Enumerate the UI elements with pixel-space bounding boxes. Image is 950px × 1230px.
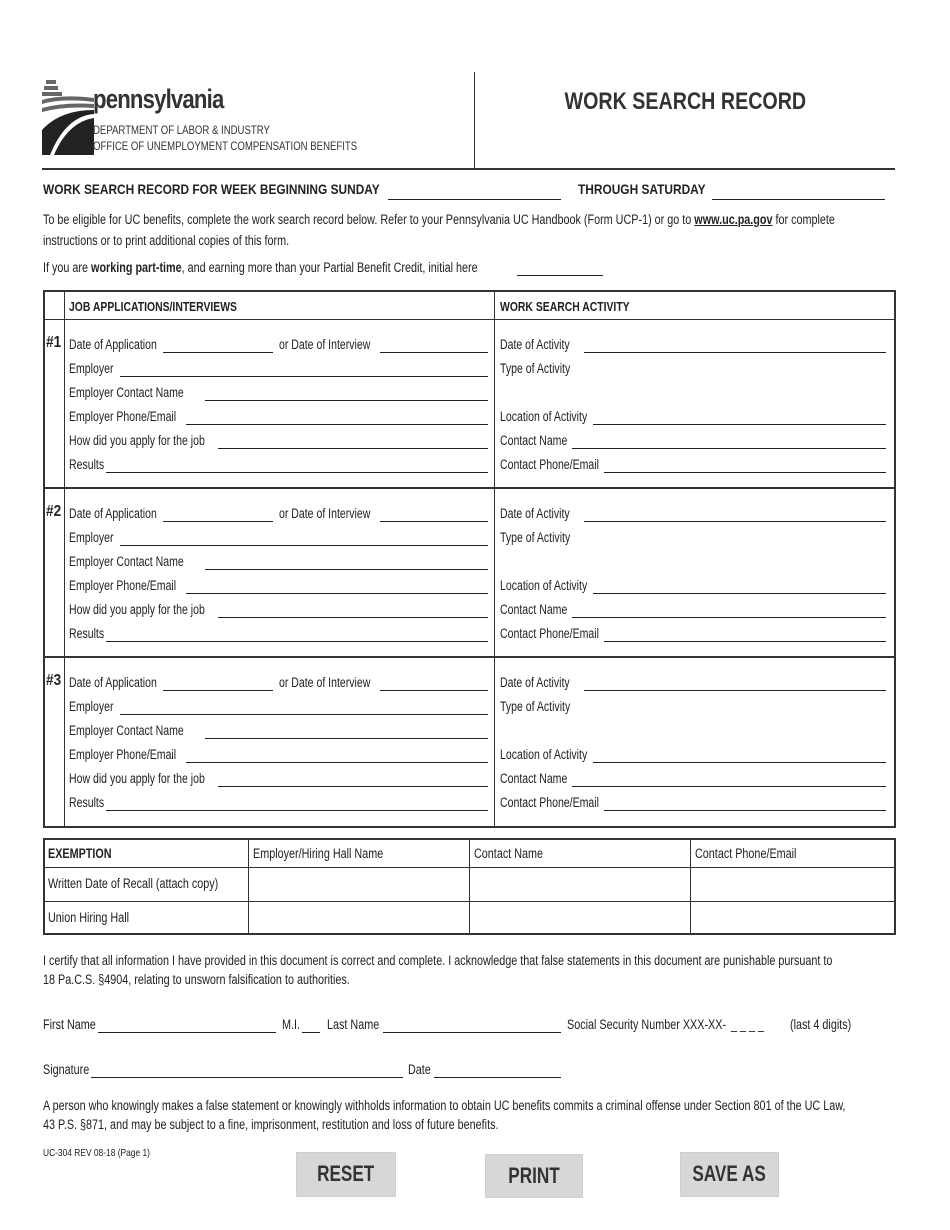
ssn-note: (last 4 digits) — [790, 1017, 852, 1032]
entry-number-3: #3 — [46, 672, 62, 689]
part-time-bold: working part-time — [91, 260, 182, 275]
mi-field[interactable] — [302, 1032, 320, 1033]
entry-number-2: #2 — [46, 503, 62, 520]
entry-1-results-label: Results — [69, 457, 105, 472]
union-phone-field[interactable] — [691, 902, 895, 934]
part-time-note — [43, 260, 478, 275]
ssn-last4-field[interactable]: _ _ _ _ — [731, 1017, 765, 1032]
entry-2-location-activity-field[interactable] — [593, 593, 886, 594]
ssn-label: Social Security Number XXX-XX- — [567, 1017, 727, 1032]
warning-line-1: A person who knowingly makes a false statement or knowingly withholds information to obtain UC benefits commits a criminal offense under Section 801 of the UC Law, — [43, 1098, 846, 1113]
job-applications-header: JOB APPLICATIONS/INTERVIEWS — [69, 299, 237, 314]
first-name-field[interactable] — [98, 1032, 276, 1033]
week-beginning-label: WORK SEARCH RECORD FOR WEEK BEGINNING SUNDAY — [43, 181, 380, 197]
entry-2-employer-label: Employer — [69, 530, 114, 545]
entry-3-how-applied-label: How did you apply for the job — [69, 771, 205, 786]
entry-2-activity-phone-label: Contact Phone/Email — [500, 626, 599, 641]
dept-line-2: OFFICE OF UNEMPLOYMENT COMPENSATION BENEFITS — [93, 139, 358, 153]
entry-1-date-application-label: Date of Application — [69, 337, 157, 352]
entry-2-employer-phone-label: Employer Phone/Email — [69, 578, 177, 593]
entry-1-results-field[interactable] — [106, 472, 488, 473]
part-time-initial-field[interactable] — [517, 275, 603, 276]
entry-1-date-application-field[interactable] — [163, 352, 273, 353]
entry-3-activity-contact-field[interactable] — [572, 786, 886, 787]
entry-1-activity-phone-field[interactable] — [604, 472, 886, 473]
entry-1-type-activity-label: Type of Activity — [500, 361, 571, 376]
entry-2-results-label: Results — [69, 626, 105, 641]
entry-2-type-activity-label: Type of Activity — [500, 530, 571, 545]
entry-3-type-activity-field[interactable] — [580, 699, 886, 739]
entry-2-date-activity-field[interactable] — [584, 521, 886, 522]
entry-2-how-applied-field[interactable] — [218, 617, 488, 618]
entry-2-date-activity-label: Date of Activity — [500, 506, 570, 521]
contact-phone-header: Contact Phone/Email — [695, 846, 797, 861]
entry-1-employer-label: Employer — [69, 361, 114, 376]
entry-1-date-interview-field[interactable] — [380, 352, 488, 353]
entry-2-employer-contact-field[interactable] — [205, 569, 488, 570]
entry-2-date-interview-field[interactable] — [380, 521, 488, 522]
entry-3-location-activity-field[interactable] — [593, 762, 886, 763]
work-search-activity-header: WORK SEARCH ACTIVITY — [500, 299, 630, 314]
page-title-text: WORK SEARCH RECORD — [564, 88, 806, 115]
entry-3-results-field[interactable] — [106, 810, 488, 811]
entry-number-1: #1 — [46, 334, 62, 351]
print-button[interactable] — [485, 1154, 583, 1198]
entry-2-results-field[interactable] — [106, 641, 488, 642]
entry-1-date-interview-label: or Date of Interview — [279, 337, 371, 352]
entry-3-activity-phone-label: Contact Phone/Email — [500, 795, 599, 810]
entry-2-type-activity-field[interactable] — [580, 530, 886, 570]
entry-1-activity-contact-field[interactable] — [572, 448, 886, 449]
certification-line-1: I certify that all information I have provided in this document is correct and complete. I acknowledge that false statements in this document are punishable pursuant to — [43, 953, 833, 968]
last-name-field[interactable] — [383, 1032, 561, 1033]
entry-3-date-application-label: Date of Application — [69, 675, 157, 690]
recall-row-label: Written Date of Recall (attach copy) — [48, 876, 219, 891]
through-saturday-label: THROUGH SATURDAY — [578, 181, 706, 197]
last-name-label: Last Name — [327, 1017, 380, 1032]
header-divider — [474, 72, 475, 170]
entry-3-date-interview-label: or Date of Interview — [279, 675, 371, 690]
entry-3-employer-label: Employer — [69, 699, 114, 714]
entry-1-location-activity-label: Location of Activity — [500, 409, 588, 424]
reset-button-label: RESET — [317, 1161, 375, 1186]
date-field[interactable] — [434, 1077, 561, 1078]
entry-1-location-activity-field[interactable] — [593, 424, 886, 425]
entry-2-date-application-label: Date of Application — [69, 506, 157, 521]
entry-2-date-application-field[interactable] — [163, 521, 273, 522]
entry-3-employer-contact-field[interactable] — [205, 738, 488, 739]
union-contact-field[interactable] — [470, 902, 690, 934]
entry-3-employer-field[interactable] — [120, 714, 488, 715]
page-title — [475, 88, 895, 116]
entry-2-how-applied-label: How did you apply for the job — [69, 602, 205, 617]
signature-field[interactable] — [91, 1077, 403, 1078]
header-row-divider — [43, 319, 896, 320]
union-employer-field[interactable] — [249, 902, 469, 934]
department-name — [93, 122, 357, 154]
contact-name-header: Contact Name — [474, 846, 544, 861]
entry-2-employer-field[interactable] — [120, 545, 488, 546]
entry-2-location-activity-label: Location of Activity — [500, 578, 588, 593]
dept-line-1: DEPARTMENT OF LABOR & INDUSTRY — [93, 123, 270, 137]
entry-1-date-activity-label: Date of Activity — [500, 337, 570, 352]
intro-text: To be eligible for UC benefits, complete the work search record below. Refer to your Pennsylvania UC Handbook (Form UCP-1) or go to — [43, 212, 695, 227]
first-name-label: First Name — [43, 1017, 96, 1032]
union-row-label: Union Hiring Hall — [48, 910, 130, 925]
entry-3-employer-contact-label: Employer Contact Name — [69, 723, 184, 738]
entry-divider-1 — [43, 487, 896, 489]
save-as-button[interactable] — [680, 1152, 779, 1197]
entry-2-employer-phone-field[interactable] — [186, 593, 488, 594]
activity-column-divider — [494, 290, 495, 828]
entry-1-how-applied-field[interactable] — [218, 448, 488, 449]
entry-2-activity-contact-label: Contact Name — [500, 602, 568, 617]
entry-1-how-applied-label: How did you apply for the job — [69, 433, 205, 448]
date-label: Date — [408, 1062, 431, 1077]
entry-1-employer-phone-field[interactable] — [186, 424, 488, 425]
intro-text-end: for complete — [772, 212, 835, 227]
entry-2-activity-phone-field[interactable] — [604, 641, 886, 642]
week-beginning-field[interactable] — [388, 199, 561, 200]
entry-3-location-activity-label: Location of Activity — [500, 747, 588, 762]
header-rule — [42, 168, 895, 170]
entry-1-activity-contact-label: Contact Name — [500, 433, 568, 448]
entry-2-date-interview-label: or Date of Interview — [279, 506, 371, 521]
number-column-divider — [64, 290, 65, 828]
employer-hiring-hall-header: Employer/Hiring Hall Name — [253, 846, 384, 861]
uc-website-link[interactable]: www.uc.pa.gov — [694, 212, 773, 227]
entry-1-employer-field[interactable] — [120, 376, 488, 377]
entry-3-date-activity-field[interactable] — [584, 690, 886, 691]
intro-line-1 — [43, 212, 835, 227]
intro-line-2: instructions or to print additional copies of this form. — [43, 233, 290, 248]
entry-2-activity-contact-field[interactable] — [572, 617, 886, 618]
entry-3-type-activity-label: Type of Activity — [500, 699, 571, 714]
entry-3-date-application-field[interactable] — [163, 690, 273, 691]
entry-1-activity-phone-label: Contact Phone/Email — [500, 457, 599, 472]
recall-employer-field[interactable] — [249, 868, 469, 901]
pennsylvania-logo-icon — [42, 80, 94, 155]
entry-3-activity-phone-field[interactable] — [604, 810, 886, 811]
entry-3-employer-phone-label: Employer Phone/Email — [69, 747, 177, 762]
entry-3-employer-phone-field[interactable] — [186, 762, 488, 763]
part-time-post: , and earning more than your Partial Benefit Credit, initial here — [181, 260, 478, 275]
entry-1-employer-contact-field[interactable] — [205, 400, 488, 401]
entry-3-activity-contact-label: Contact Name — [500, 771, 568, 786]
entry-3-results-label: Results — [69, 795, 105, 810]
signature-label: Signature — [43, 1062, 90, 1077]
entry-1-employer-phone-label: Employer Phone/Email — [69, 409, 177, 424]
entry-3-how-applied-field[interactable] — [218, 786, 488, 787]
mi-label: M.I. — [282, 1017, 300, 1032]
entry-1-type-activity-field[interactable] — [580, 361, 886, 401]
entry-1-employer-contact-label: Employer Contact Name — [69, 385, 184, 400]
entry-3-date-interview-field[interactable] — [380, 690, 488, 691]
entry-3-date-activity-label: Date of Activity — [500, 675, 570, 690]
save-as-button-label: SAVE AS — [692, 1161, 767, 1186]
entry-1-date-activity-field[interactable] — [584, 352, 886, 353]
recall-phone-field[interactable] — [691, 868, 895, 901]
recall-contact-field[interactable] — [470, 868, 690, 901]
form-id: UC-304 REV 08-18 (Page 1) — [43, 1147, 150, 1159]
certification-line-2: 18 Pa.C.S. §4904, relating to unsworn falsification to authorities. — [43, 972, 350, 987]
exemption-header: EXEMPTION — [48, 846, 112, 861]
through-saturday-field[interactable] — [712, 199, 885, 200]
reset-button[interactable] — [296, 1152, 396, 1197]
print-button-label: PRINT — [508, 1163, 560, 1188]
entry-divider-2 — [43, 656, 896, 658]
warning-line-2: 43 P.S. §871, and may be subject to a fine, imprisonment, restitution and loss of future benefits. — [43, 1117, 499, 1132]
part-time-pre: If you are — [43, 260, 92, 275]
entry-2-employer-contact-label: Employer Contact Name — [69, 554, 184, 569]
brand-name: pennsylvania — [93, 84, 224, 114]
